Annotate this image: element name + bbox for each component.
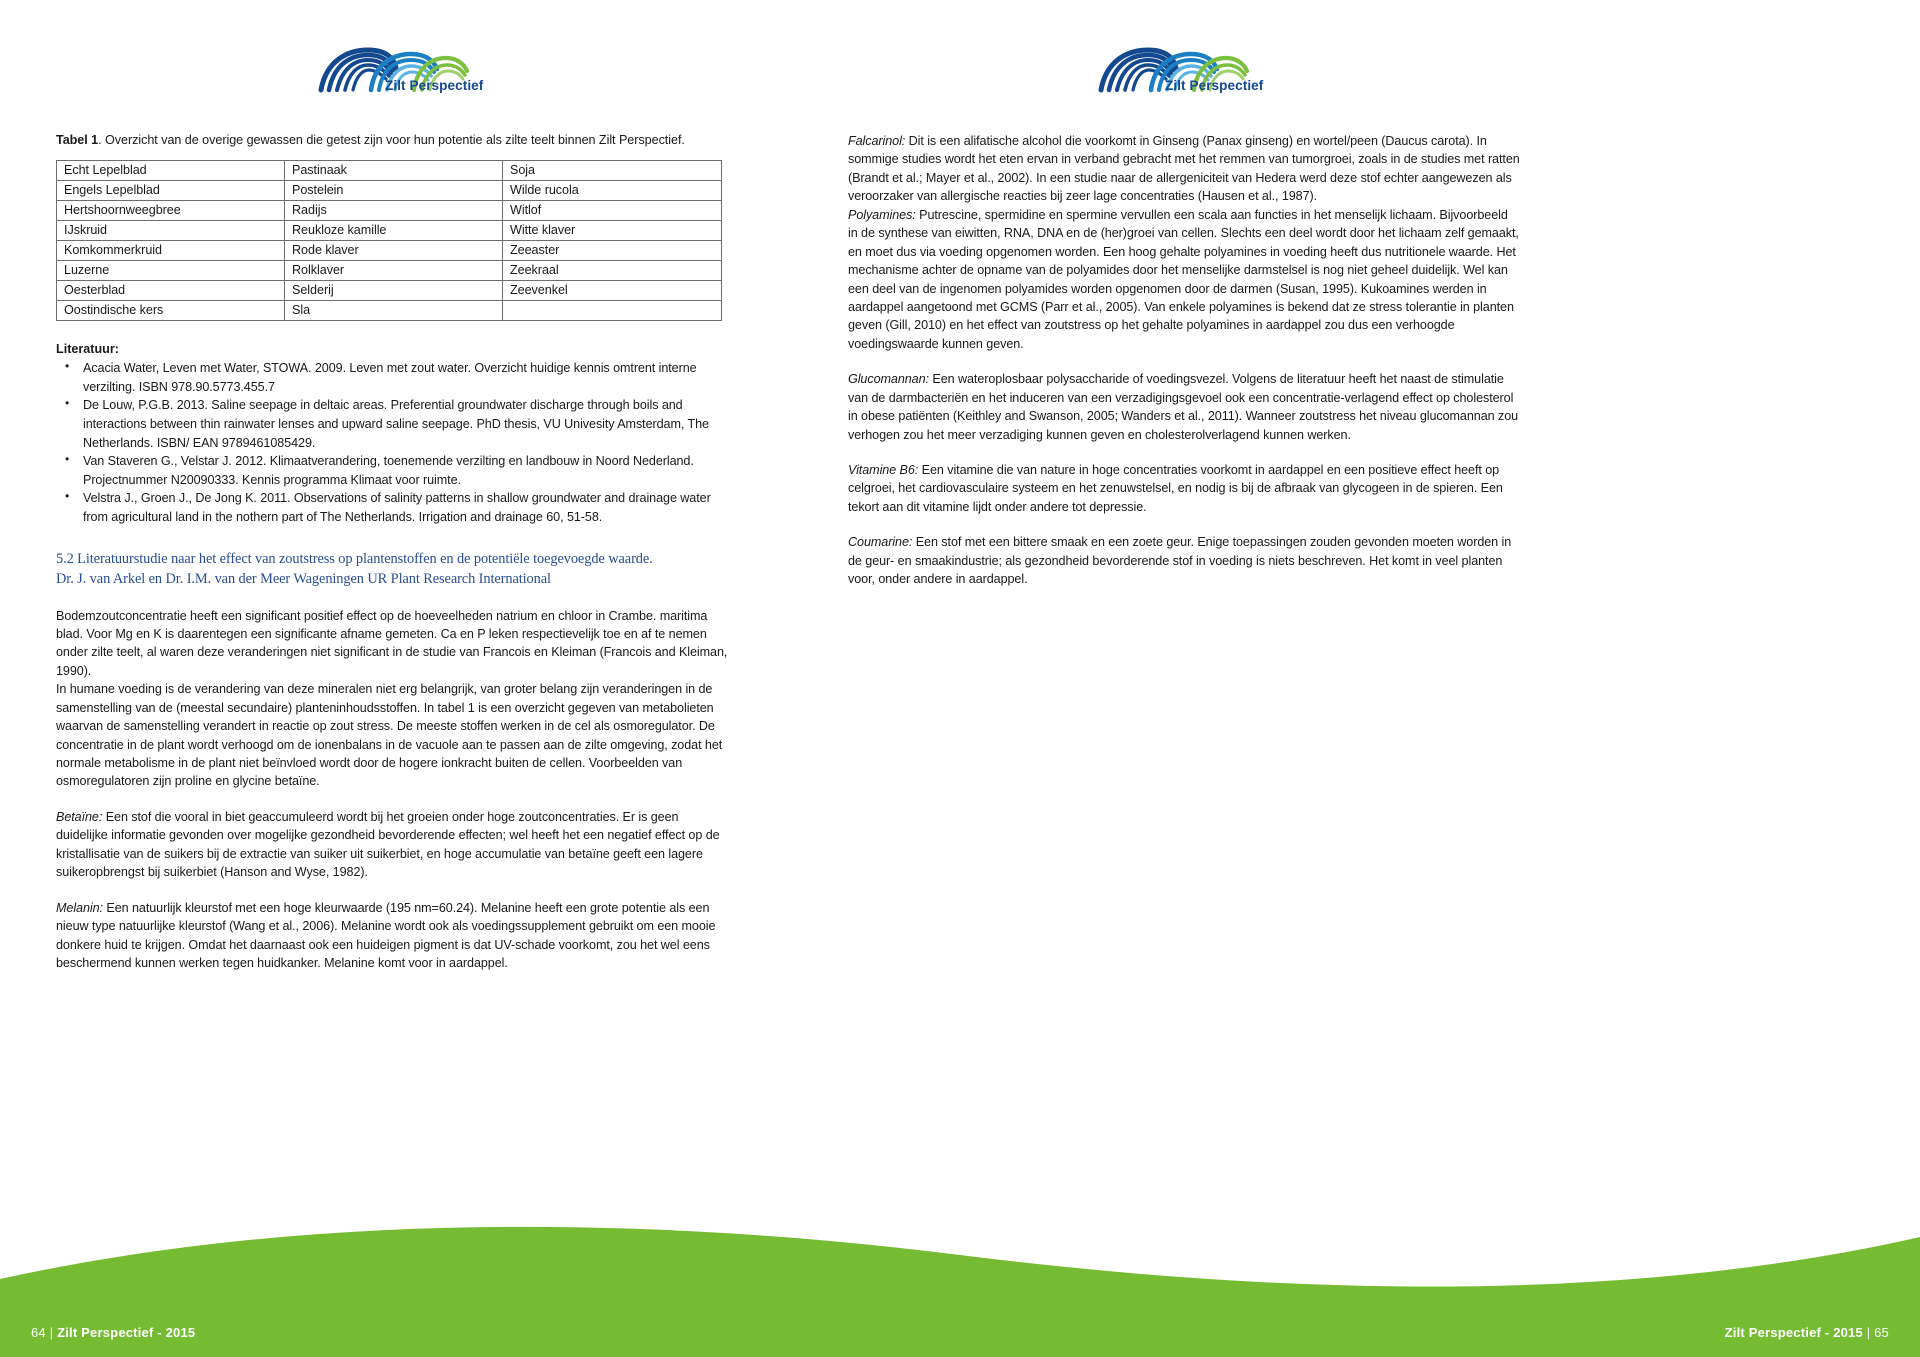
right-page-content [848,132,1520,589]
list-item: • Velstra J., Groen J., De Jong K. 2011. Observations of salinity patterns in shallow groundwater and drainage water from agricultural land in the nothern part of The Netherlands. Irrigation and drainage 60, 51-58. [56,489,728,526]
term-glucomannan: Glucomannan: [848,372,929,387]
footer-separator-right: | [1866,1325,1871,1340]
paragraph-coumarine-text: Een stof met een bittere smaak en een zoete geur. Enige toepassingen zouden gevonden moeten worden in de geur- en smaakindustrie; als gezondheid bevorderende stof in voeding is niets beschreven. Het komt in veel planten voor, onder andere in aardappel. [848,535,1512,587]
table-cell: Engels Lepelblad [57,181,285,201]
paragraph-glucomannan [848,370,1520,444]
footer-right [1725,1325,1889,1340]
list-item: • Acacia Water, Leven met Water, STOWA. 2009. Leven met zout water. Overzicht huidige kennis omtrent interne verzilting. ISBN 978.90.5773.455.7 [56,359,728,396]
table-row [57,241,722,261]
zilt-perspectief-logo-right [1096,38,1286,98]
table-cell: Postelein [285,181,503,201]
table-row [57,181,722,201]
table-cell: Witlof [503,201,722,221]
table-caption-label: Tabel 1 [56,133,99,147]
term-falcarinol: Falcarinol: [848,134,906,148]
table-cell: IJskruid [57,221,285,241]
term-melanin: Melanin: [56,900,103,915]
table-cell: Rode klaver [285,241,503,261]
table-cell: Soja [503,161,722,181]
left-page-content [56,132,728,972]
term-polyamines: Polyamines: [848,207,916,222]
crops-table [56,160,722,321]
zilt-perspectief-logo-left [316,38,506,98]
table-cell: Hertshoornweegbree [57,201,285,221]
literature-list [56,359,728,527]
table-cell: Witte klaver [503,221,722,241]
section-heading-line2: Dr. J. van Arkel en Dr. I.M. van der Meer Wageningen UR Plant Research International [56,571,551,588]
term-vitamine-b6: Vitamine B6: [848,463,919,477]
table-cell: Selderij [285,281,503,301]
table-row [57,221,722,241]
table-cell: Oesterblad [57,281,285,301]
table-cell: Wilde rucola [503,181,722,201]
term-betaine: Betaïne: [56,809,103,824]
table-cell: Sla [285,301,503,321]
list-item: • Van Staveren G., Velstar J. 2012. Klimaatverandering, toenemende verzilting en landbouw in Noord Nederland. Projectnummer N20090333. Kennis programma Klimaat voor ruimte. [56,452,728,489]
table-cell: Oostindische kers [57,301,285,321]
table-cell: Zeekraal [503,261,722,281]
list-item: • De Louw, P.G.B. 2013. Saline seepage in deltaic areas. Preferential groundwater discharge through boils and interactions between thin rainwater lenses and upward saline seepage. PhD thesis, VU Univesity Amsterdam, The Netherlands. ISBN/ EAN 9789461085429. [56,396,728,452]
paragraph-melanin-text: Een natuurlijk kleurstof met een hoge kleurwaarde (195 nm=60.24). Melanine heeft een grote potentie als een nieuw type natuurlijke kleurstof (Wang et al., 2006). Melanine wordt ook als voedingssupplement gebruikt om een mooie donkere huid te krijgen. Omdat het daarnaast ook een huideigen pigment is dat UV-schade voorkomt, zou het wel eens beschermend kunnen werken tegen huidkanker. Melanine komt voor in aardappel. [56,900,716,970]
logo-wordmark: Zilt Perspectief [385,78,484,93]
table-cell: Radijs [285,201,503,221]
table-cell: Pastinaak [285,161,503,181]
paragraph-coumarine [848,533,1520,588]
paragraph-polyamines-text: Putrescine, spermidine en spermine vervullen een scala aan functies in het menselijk lichaam. Bijvoorbeeld in de synthese van eiwitten, RNA, DNA en de (her)groei van cellen. Slechts een deel wordt door het lichaam zelf gemaakt, en moet dus via voeding opgenomen worden. Een hoog gehalte polyamines in voeding heeft dus nutritionele waarde. Het mechanisme achter de opname van de polyamides door het menselijke darmstelsel is nog niet geheel duidelijk. Wel kan een deel van de ingenomen polyamides worden opgenomen door de darmen (Susan, 1995). Kukoamines werden in aardappel aangetoond met GCMS (Parr et al., 2005). Van enkele polyamines is bekend dat ze stress tolerantie in planten geven (Gill, 2010) en het effect van zoutstress op het gehalte polyamines in aardappel zou dus een verhoogde voedingswaarde kunnen geven. [848,207,1519,351]
paragraph-falcarinol-text: Dit is een alifatische alcohol die voorkomt in Ginseng (Panax ginseng) en wortel/peen (Daucus carota). In sommige studies wordt het eten ervan in verband gebracht met het remmen van tumorgroei, zoals in de studies met ratten (Brandt et al.; Mayer et al., 2002). In een studie naar de allergeniciteit van Hedera werd deze stof echter aangewezen als veroorzaker van allergische reacties bij zeer lage concentraties (Hausen et al., 1987). [848,134,1520,204]
table-row [57,301,722,321]
table-caption-text: . Overzicht van de overige gewassen die getest zijn voor hun potentie als zilte teelt binnen Zilt Perspectief. [98,133,685,147]
table-row [57,281,722,301]
table-row [57,261,722,281]
table-cell: Zeevenkel [503,281,722,301]
table-row [57,161,722,181]
paragraph-polyamines [848,206,1520,354]
logo-wordmark: Zilt Perspectief [1165,78,1264,93]
table-cell: Luzerne [57,261,285,281]
crops-table-body [57,161,722,321]
literature-heading: Literatuur: [56,342,119,356]
section-heading [56,549,728,590]
paragraph-falcarinol [848,132,1520,206]
table-cell: Reukloze kamille [285,221,503,241]
footer-label-left: Zilt Perspectief - 2015 [57,1325,196,1340]
footer-left [31,1325,195,1340]
table-cell: Rolklaver [285,261,503,281]
table-cell: Echt Lepelblad [57,161,285,181]
green-curve-shape [0,1217,1920,1357]
footer-separator-left: | [49,1325,54,1340]
paragraph-melanin [56,899,728,973]
page-number-left: 64 [31,1325,46,1340]
paragraph-1: Bodemzoutconcentratie heeft een significant positief effect op de hoeveelheden natrium en chloor in Crambe. maritima blad. Voor Mg en K is daarentegen een significante afname gemeten. Ca en P leken respectievelijk toe en af te nemen onder zilte teelt, al waren deze veranderingen niet significant in de studie van Francois en Kleiman (Francois and Kleiman, 1990). [56,608,728,678]
paragraph-vitamine-b6 [848,461,1520,516]
footer-band [0,1217,1920,1357]
paragraph-glucomannan-text: Een wateroplosbaar polysaccharide of voedingsvezel. Volgens de literatuur heeft het naast de stimulatie van de darmbacteriën en het induceren van een verzadigingsgevoel ook een concentratie-verlagend effect op cholesterol in obese patiënten (Keithley and Swanson, 2005; Wanders et al., 2011). Wanneer zoutstress het niveau glucomannan zou verhogen zou het meer verzadiging kunnen geven en cholesterolverlagend kunnen werken. [848,372,1519,442]
table-row [57,201,722,221]
table-cell: Komkommerkruid [57,241,285,261]
page-number-right: 65 [1874,1325,1889,1340]
paragraph-betaine-text: Een stof die vooral in biet geaccumuleerd wordt bij het groeien onder hoge zoutconcentraties. Er is geen duidelijke informatie gevonden over mogelijke gezondheid bevorderende effecten; wel heeft het een negatief effect op de kristallisatie van de suikers bij de extractie van suiker uit suikerbiet, en hoge accumulatie van betaïne geeft een lagere suikeropbrengst bij suikerbiet (Hanson and Wyse, 1982). [56,809,720,880]
paragraph-vitamine-b6-text: Een vitamine die van nature in hoge concentraties voorkomt in aardappel en een positieve effect heeft op celgroei, het cardiovasculaire systeem en het zenuwstelsel, en nodig is bij de afbraak van glycogeen in de spieren. Een tekort aan dit vitamine lijdt onder andere tot depressie. [848,463,1503,514]
table-caption [56,132,728,149]
term-coumarine: Coumarine: [848,535,913,550]
table-cell [503,301,722,321]
section-heading-line1: 5.2 Literatuurstudie naar het effect van zoutstress op plantenstoffen en de potentiële toegevoegde waarde. [56,550,653,567]
footer-label-right: Zilt Perspectief - 2015 [1724,1325,1863,1340]
paragraph-betaine [56,808,728,882]
paragraph-2: In humane voeding is de verandering van deze mineralen niet erg belangrijk, van groter belang zijn veranderingen in de samenstelling van de (meestal secundaire) planteninhoudsstoffen. In tabel 1 is een overzicht gegeven van metabolieten waarvan de samenstelling verandert in reactie op zout stress. De meeste stoffen werken in de cel als osmoregulator. De concentratie in de plant wordt verhoogd om de ionenbalans in de vacuole aan te passen aan de zilte omgeving, zodat het normale metabolisme in de plant niet beïnvloed wordt door de hogere ionkracht buiten de cellen. Voorbeelden van osmoregulatoren zijn proline en glycine betaïne. [56,682,723,789]
table-cell: Zeeaster [503,241,722,261]
